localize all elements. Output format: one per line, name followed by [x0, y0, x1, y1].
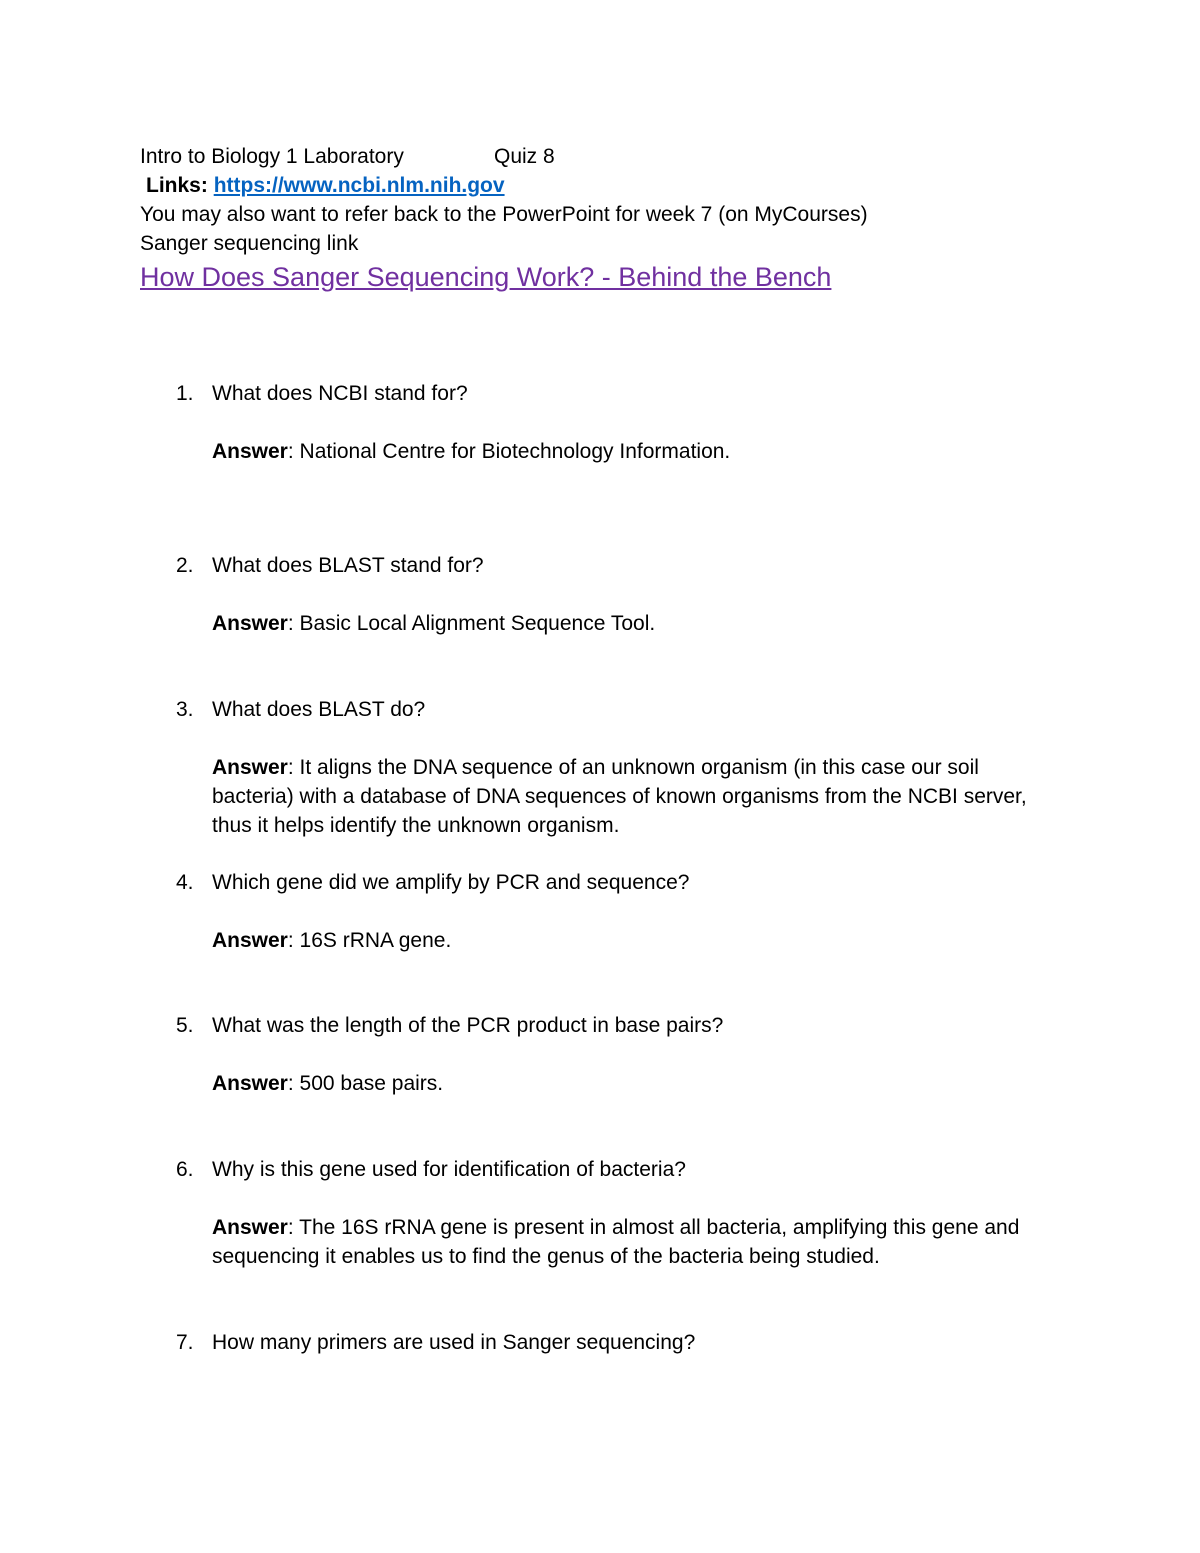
answer-body: : The 16S rRNA gene is present in almost all bacteria, amplifying this gene and sequencing it enables us to find the genus of the bacteria being studied.: [212, 1216, 1020, 1268]
answer-text: [212, 437, 1052, 466]
answer-body: : National Centre for Biotechnology Information.: [287, 440, 731, 463]
document-header: [140, 142, 1040, 294]
question-text: Which gene did we amplify by PCR and sequence?: [212, 871, 690, 894]
answer-text: [212, 1069, 1052, 1098]
question-text: Why is this gene used for identification of bacteria?: [212, 1158, 686, 1181]
sanger-label: Sanger sequencing link: [140, 232, 359, 255]
links-row: [140, 171, 1040, 200]
question-number: 5.: [176, 1014, 194, 1037]
answer-body: : 500 base pairs.: [287, 1072, 444, 1095]
answer-body: : 16S rRNA gene.: [287, 929, 452, 952]
answer-text: [212, 609, 1052, 638]
question-text: How many primers are used in Sanger sequencing?: [212, 1331, 696, 1354]
sanger-video-link[interactable]: How Does Sanger Sequencing Work? - Behind the Bench: [140, 262, 832, 292]
answer-label: Answer: [212, 1216, 288, 1239]
answer-body: : Basic Local Alignment Sequence Tool.: [287, 612, 656, 635]
course-title: Intro to Biology 1 Laboratory: [140, 145, 404, 168]
question-number: 6.: [176, 1158, 194, 1181]
question-text: What does BLAST do?: [212, 698, 426, 721]
links-label: Links:: [146, 174, 208, 197]
question-number: 1.: [176, 382, 194, 405]
question-number: 3.: [176, 698, 194, 721]
question-number: 7.: [176, 1331, 194, 1354]
answer-text: [212, 1213, 1052, 1271]
question-text: What does NCBI stand for?: [212, 382, 468, 405]
title-row: [140, 142, 1040, 171]
question-number: 2.: [176, 554, 194, 577]
powerpoint-note: You may also want to refer back to the PowerPoint for week 7 (on MyCourses): [140, 203, 868, 226]
answer-label: Answer: [212, 1072, 288, 1095]
answer-body: : It aligns the DNA sequence of an unknown organism (in this case our soil bacteria) with a database of DNA sequences of known organisms from the NCBI server, thus it helps identify the unknown organism.: [212, 756, 1027, 837]
question-text: What was the length of the PCR product in base pairs?: [212, 1014, 724, 1037]
quiz-label: Quiz 8: [494, 145, 555, 168]
answer-label: Answer: [212, 440, 288, 463]
answer-text: [212, 926, 1052, 955]
question-text: What does BLAST stand for?: [212, 554, 484, 577]
answer-label: Answer: [212, 756, 288, 779]
answer-label: Answer: [212, 929, 288, 952]
ncbi-link[interactable]: https://www.ncbi.nlm.nih.gov: [213, 174, 505, 197]
question-number: 4.: [176, 871, 194, 894]
answer-label: Answer: [212, 612, 288, 635]
answer-text: [212, 753, 1052, 840]
